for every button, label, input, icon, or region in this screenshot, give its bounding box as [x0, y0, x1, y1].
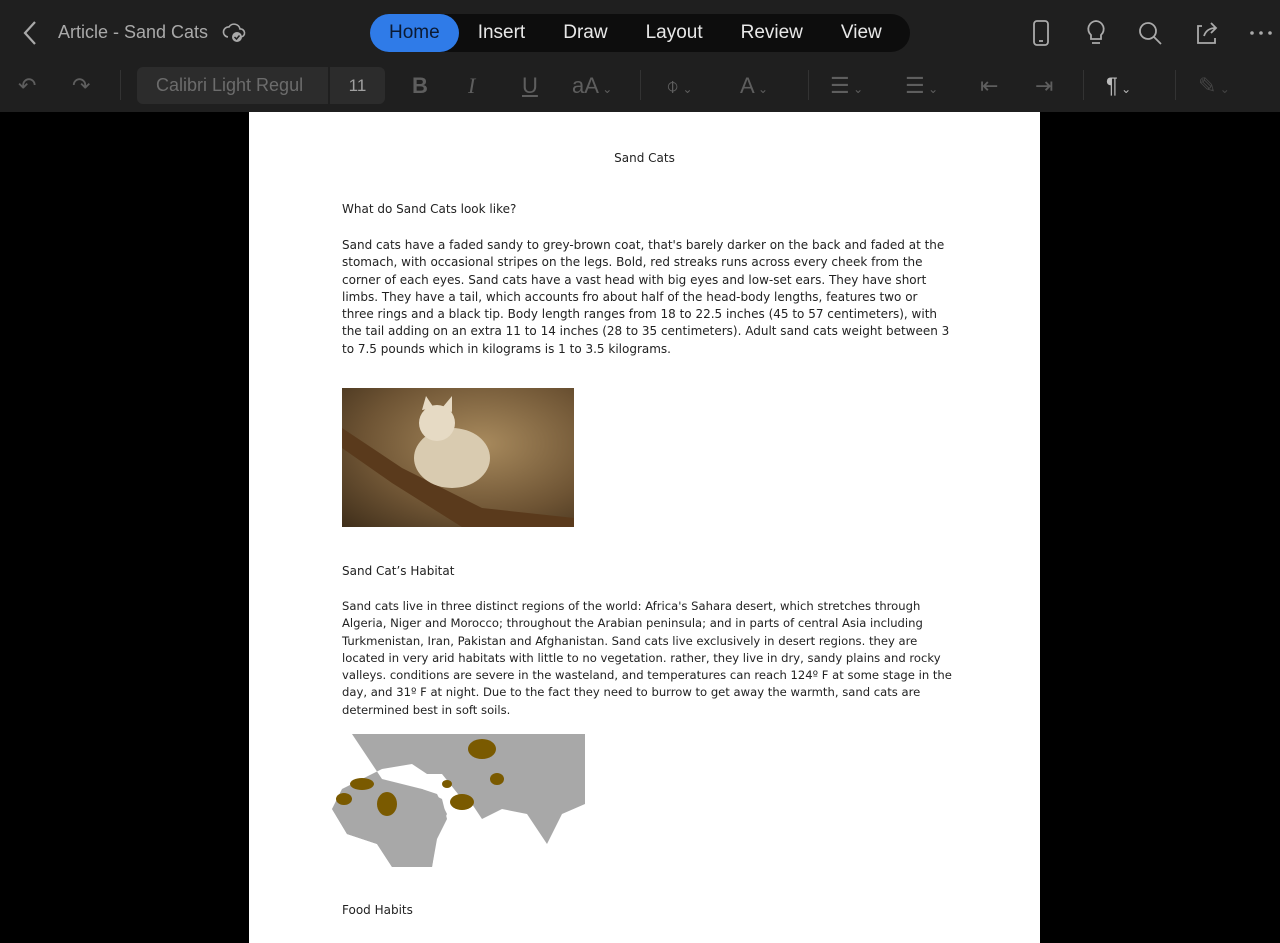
lightbulb-icon[interactable]	[1082, 18, 1110, 48]
divider	[120, 70, 121, 100]
document-title: Article - Sand Cats	[58, 22, 209, 42]
numbered-list-icon[interactable]: ☰ ⌄	[905, 73, 939, 98]
document-page[interactable]	[249, 112, 1040, 943]
paragraph: Sand cats have a faded sandy to grey-brown coat, that's barely darker on the back and faded at the stomach, with occasional stripes on the legs. Bold, red streaks runs across every cheek from the corner of each eyes. Sand cats have a vast head with big eyes and low-set ears. They have short limbs. They have a tail, which accounts fro about half of the head-body lengths, features two or three rings and a black tip. Body length ranges from 18 to 22.5 inches (45 to 57 centimeters), with the tail adding on an extra 11 to 14 inches (28 to 35 centimeters). Adult sand cats weight between 3 to 7.5 pounds which in kilograms is 1 to 3.5 kilograms.	[342, 238, 950, 356]
increase-indent-icon[interactable]: ⇥	[1035, 73, 1054, 98]
document-heading: Sand Cats	[614, 151, 675, 165]
bullet-list-icon[interactable]: ☰ ⌄	[830, 73, 864, 98]
sand-cat-photo	[342, 388, 574, 527]
divider	[1175, 70, 1176, 100]
search-icon[interactable]	[1136, 18, 1164, 48]
underline-button[interactable]: U	[522, 73, 538, 98]
ribbon-tabs	[370, 14, 910, 52]
bold-button[interactable]: B	[412, 73, 428, 98]
mobile-view-icon[interactable]	[1027, 18, 1055, 48]
section-heading: What do Sand Cats look like?	[342, 202, 517, 216]
tab-view[interactable]: View	[840, 22, 882, 43]
italic-button[interactable]: I	[468, 73, 476, 98]
tab-insert[interactable]: Insert	[477, 22, 526, 43]
font-size-field[interactable]: 11	[330, 67, 385, 104]
tab-draw[interactable]: Draw	[563, 22, 608, 43]
section-heading: Sand Cat’s Habitat	[342, 564, 455, 578]
paragraph-style-icon[interactable]: ¶ ⌄	[1106, 73, 1132, 98]
font-case-label: aA	[572, 73, 599, 98]
chevron-down-icon: ⌄	[598, 82, 613, 96]
share-icon[interactable]	[1192, 18, 1220, 48]
decrease-indent-icon[interactable]: ⇤	[980, 73, 999, 98]
section-heading: Food Habits	[342, 903, 413, 917]
tab-home[interactable]: Home	[370, 14, 459, 52]
app-header	[0, 0, 1280, 112]
divider	[1083, 70, 1084, 100]
undo-icon[interactable]: ↶	[18, 73, 37, 98]
tab-review[interactable]: Review	[740, 22, 803, 43]
divider	[808, 70, 809, 100]
font-name-field[interactable]: Calibri Light Regul	[137, 67, 328, 104]
paragraph: Sand cats live in three distinct regions of the world: Africa's Sahara desert, which stretches through Algeria, Niger and Morocco; throughout the Arabian peninsula; and in parts of central Asia including Turkmenistan, Iran, Pakistan and Afghanistan. Sand cats live exclusively in desert regions. they are located in very arid habitats with little to no vegetation. rather, they live in dry, sandy plains and rocky valleys. conditions are severe in the wasteland, and temperatures can reach 124º F at some stage in the day, and 31º F at night. Due to the fact they need to burrow to get away the warmth, sand cats are determined best in soft soils.	[342, 599, 952, 717]
back-chevron-icon[interactable]	[18, 20, 42, 46]
redo-icon[interactable]: ↷	[72, 73, 91, 98]
font-case-button[interactable]	[572, 70, 612, 102]
habitat-range-map	[322, 734, 585, 867]
divider	[640, 70, 641, 100]
font-color-icon[interactable]: A ⌄	[740, 73, 769, 98]
tab-layout[interactable]: Layout	[645, 22, 703, 43]
highlight-icon[interactable]: ⌽ ⌄	[666, 73, 693, 98]
styles-icon[interactable]: ✎ ⌄	[1198, 73, 1230, 98]
more-options-icon[interactable]	[1247, 18, 1275, 48]
cloud-saved-icon	[222, 22, 246, 44]
